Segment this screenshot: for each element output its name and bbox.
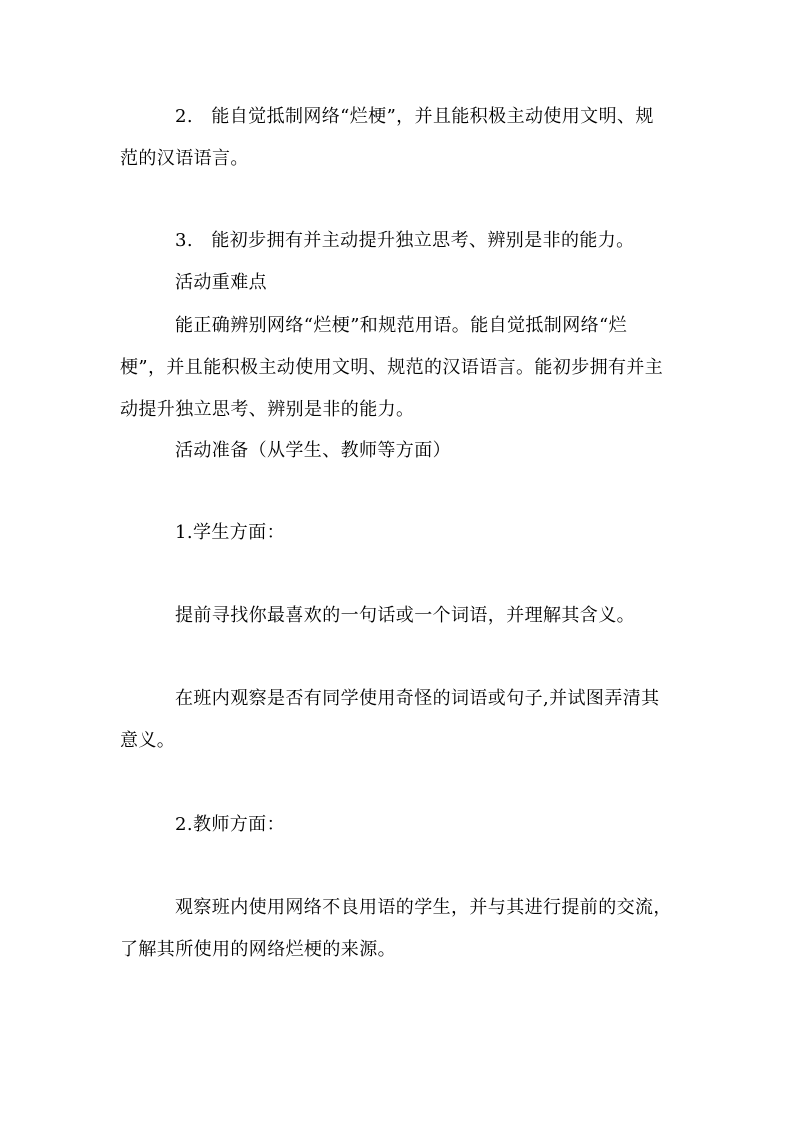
objective-2-line-2: 范的汉语语言。 xyxy=(120,148,249,169)
key-points-line-1: 能正确辨别网络“烂梗”和规范用语。能自觉抵制网络“烂 xyxy=(175,315,628,336)
student-task-1: 提前寻找你最喜欢的一句话或一个词语，并理解其含义。 xyxy=(175,605,635,626)
student-task-2-line-1: 在班内观察是否有同学使用奇怪的词语或句子,并试图弄清其 xyxy=(175,688,660,709)
key-points-line-2: 梗”，并且能积极主动使用文明、规范的汉语语言。能初步拥有并主 xyxy=(120,357,664,378)
key-points-heading: 活动重难点 xyxy=(175,272,267,293)
preparation-heading: 活动准备（从学生、教师等方面） xyxy=(175,440,451,461)
teacher-task-1-line-2: 了解其所使用的网络烂梗的来源。 xyxy=(120,939,396,960)
key-points-line-3: 动提升独立思考、辨别是非的能力。 xyxy=(120,399,415,420)
objective-2-line-1: 2. 能自觉抵制网络“烂梗”，并且能积极主动使用文明、规 xyxy=(175,106,654,127)
student-task-2-line-2: 意义。 xyxy=(120,730,176,751)
teacher-section-heading: 2.教师方面： xyxy=(175,814,285,835)
objective-3: 3. 能初步拥有并主动提升独立思考、辨别是非的能力。 xyxy=(175,230,635,251)
teacher-task-1-line-1: 观察班内使用网络不良用语的学生，并与其进行提前的交流， xyxy=(175,897,672,918)
student-section-heading: 1.学生方面： xyxy=(175,522,285,543)
